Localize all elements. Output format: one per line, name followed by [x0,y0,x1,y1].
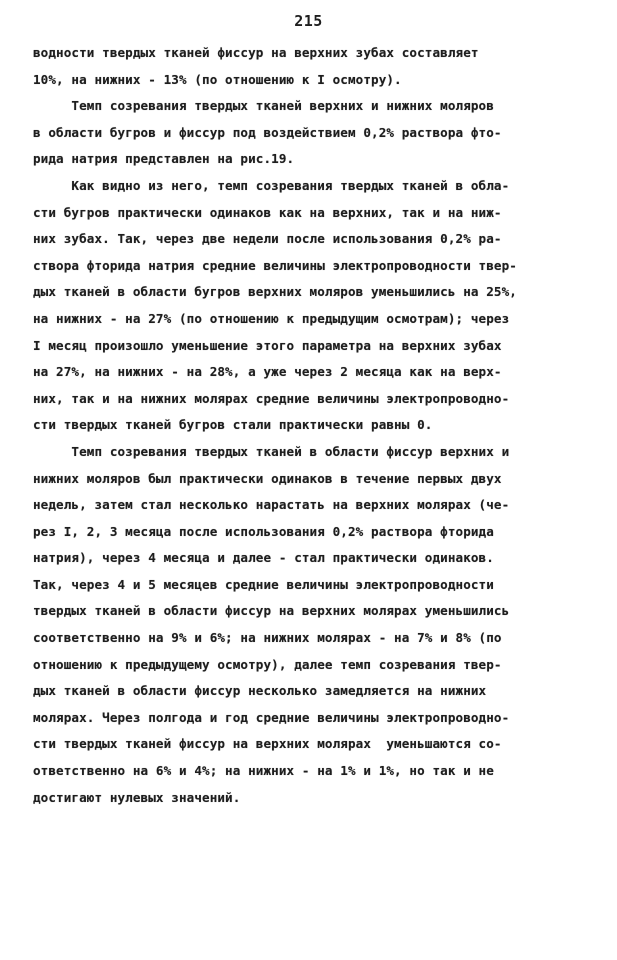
text-line: натрия), через 4 месяца и далее - стал практически одинаков. [33,550,494,566]
text-line: Как видно из него, темп созревания твердых тканей в обла- [33,177,510,193]
text-line: нижних моляров был практически одинаков в течение первых двух [33,470,502,486]
text-line: водности твердых тканей фиссур на верхних зубах составляет [33,45,479,60]
text-line: них зубах. Так, через две недели после использования 0,2% ра- [33,231,502,247]
text-line: дых тканей в области бугров верхних моляров уменьшились на 25%, [33,284,517,300]
text-line: дых тканей в области фиссур несколько замедляется на нижних [33,683,487,699]
text-line: достигают нулевых значений. [33,789,241,805]
text-line: I месяц произошло уменьшение этого параметра на верхних зубах [33,337,502,353]
text-line: них, так и на нижних молярах средние величины электропроводно- [33,390,510,406]
text-line: в области бугров и фиссур под воздействием 0,2% раствора фто- [33,124,502,140]
text-line: рида натрия представлен на рис.19. [33,151,295,167]
text-line: Так, через 4 и 5 месяцев средние величины электропроводности [33,576,494,592]
text-line: Темп созревания твердых тканей верхних и нижних моляров [33,98,494,114]
text-line: молярах. Через полгода и год средние величины электропроводно- [33,709,510,725]
text-line: соответственно на 9% и 6%; на нижних молярах - на 7% и 8% (по [33,630,502,646]
text-line: сти твердых тканей бугров стали практически равны 0. [33,417,433,433]
text-line: створа фторида натрия средние величины электропроводности твер- [33,257,517,273]
text-line: на 27%, на нижних - на 28%, а уже через 2 месяца как на верх- [33,364,502,380]
text-line: отношению к предыдущему осмотру), далее темп созревания твер- [33,656,502,672]
text-line: твердых тканей в области фиссур на верхних молярах уменьшились [33,603,510,619]
text-line: на нижних - на 27% (по отношению к предыдущим осмотрам); через [33,310,510,326]
page-number: 215 [294,12,323,30]
text-line: Темп созревания твердых тканей в области фиссур верхних и [33,443,510,459]
text-line: ответственно на 6% и 4%; на нижних - на 1% и 1%, но так и не [33,763,494,779]
text-line: рез I, 2, 3 месяца после использования 0,2% раствора фторида [33,523,494,539]
body-text [33,40,593,811]
text-line: сти бугров практически одинаков как на верхних, так и на ниж- [33,204,502,220]
text-line: 10%, на нижних - 13% (по отношению к I осмотру). [33,71,402,87]
text-line: недель, затем стал несколько нарастать на верхних молярах (че- [33,497,510,513]
text-line: сти твердых тканей фиссур на верхних молярах уменьшаются со- [33,736,502,752]
